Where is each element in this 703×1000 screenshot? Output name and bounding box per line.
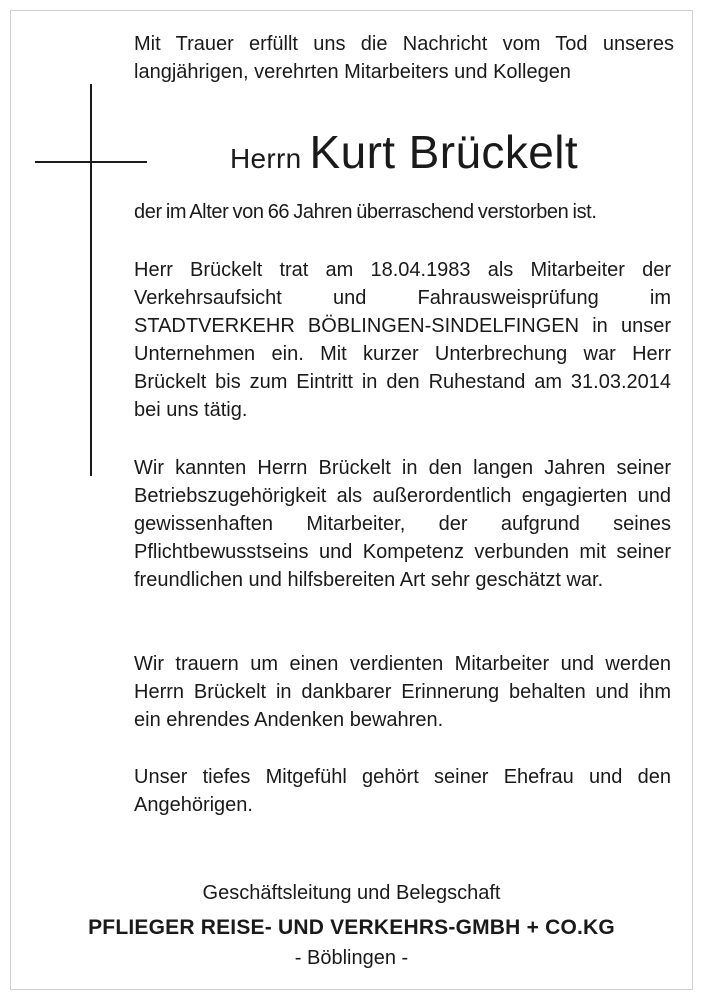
deceased-title: Herrn (229, 143, 302, 174)
cross-icon-horizontal (35, 161, 147, 163)
paragraph-career: Herr Brückelt trat am 18.04.1983 als Mitarbeiter der Verkehrsaufsicht und Fahrausweisprüfung im STADTVERKEHR BÖBLINGEN-SINDELFINGEN in unser Unternehmen ein. Mit kurzer Unterbrechung war Herr Brückelt bis zum Eintritt in den Ruhestand am 31.03.2014 bei uns tätig. (134, 259, 671, 421)
paragraph-appreciation: Wir kannten Herrn Brückelt in den langen Jahren seiner Betriebszugehörigkeit als außerordentlich engagierten und gewissenhaften Mitarbeiter, der aufgrund seines Pflichtbewusstseins und Kompetenz verbunden mit seiner freundlichen und hilfsbereiten Art sehr geschätzt war. (134, 457, 671, 591)
deceased-name-heading (134, 125, 674, 179)
signoff-company: PFLIEGER REISE- UND VERKEHRS-GMBH + CO.KG (88, 916, 615, 939)
paragraph-mourning: Wir trauern um einen verdienten Mitarbeiter und werden Herrn Brückelt in dankbarer Erinnerung behalten und ihm ein ehrendes Andenken bewahren. (134, 653, 671, 731)
signoff-staff: Geschäftsleitung und Belegschaft (202, 882, 501, 904)
signoff-city: - Böblingen - (294, 947, 409, 969)
age-statement: der im Alter von 66 Jahren überraschend verstorben ist. (134, 201, 597, 223)
deceased-name: Kurt Brückelt (309, 126, 579, 178)
intro-line: Mit Trauer erfüllt uns die Nachricht vom Tod unseres langjährigen, verehrten Mitarbeiters und Kollegen (134, 33, 674, 83)
paragraph-condolence: Unser tiefes Mitgefühl gehört seiner Ehefrau und den Angehörigen. (134, 766, 671, 816)
cross-icon-vertical (90, 84, 92, 476)
intro-text (134, 30, 674, 86)
